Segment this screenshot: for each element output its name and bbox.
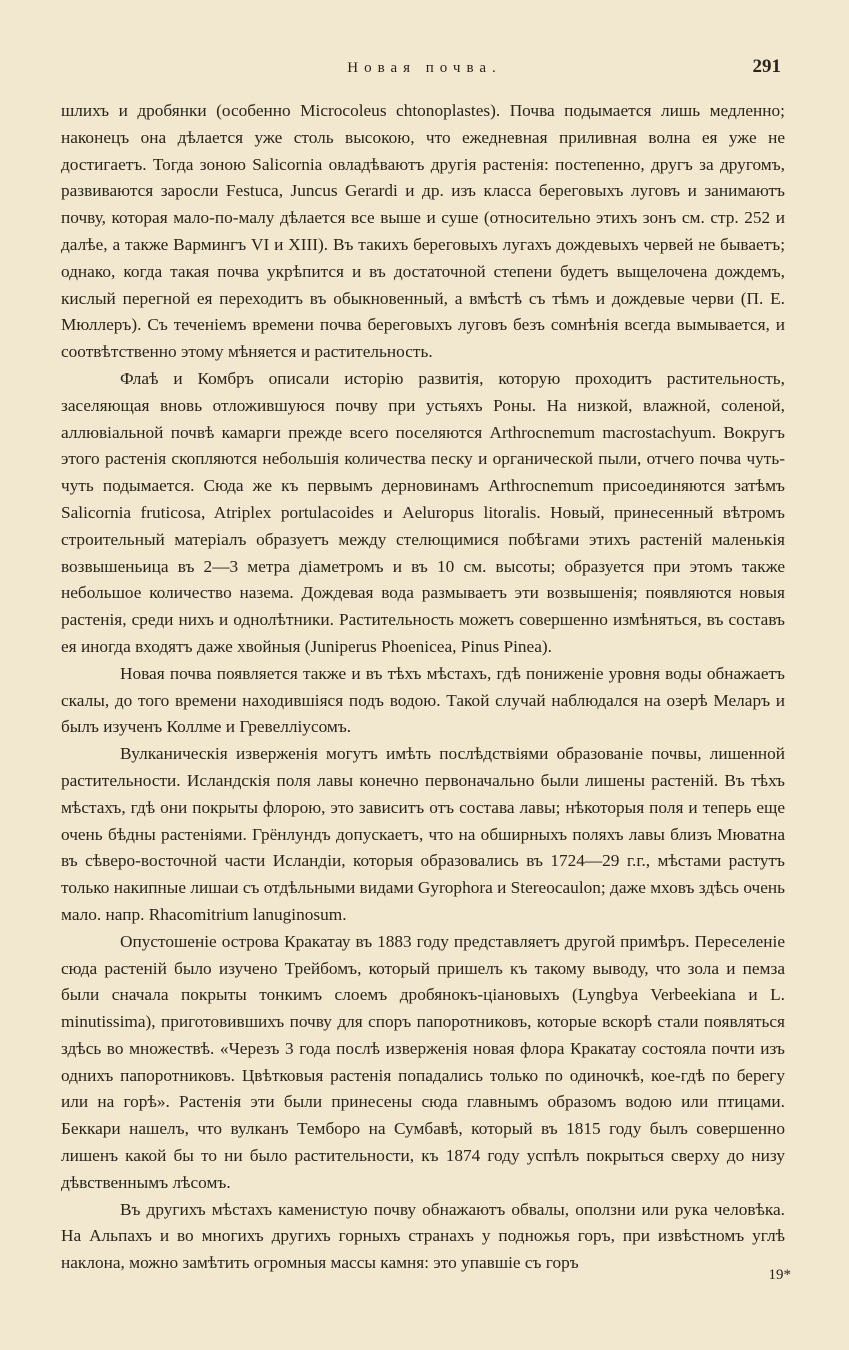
body-text <box>61 98 785 1277</box>
paragraph: Опустошеніе острова Кракатау въ 1883 году представляетъ другой примѣръ. Переселеніе сюда растеній было изучено Трейбомъ, который пришелъ къ такому выводу, что зола и пемза были сначала покрыты тонкимъ слоемъ дробянокъ-ціановыхъ (Lyngbya Verbeekiana и L. minutissima), приготовившихъ почву для споръ папоротниковъ, которые вскорѣ стали появляться здѣсь во множествѣ. «Черезъ 3 года послѣ изверженія новая флора Кракатау состояла почти изъ однихъ папоротниковъ. Цвѣтковыя растенія попадались только по одиночкѣ, кое-гдѣ по берегу или на горѣ». Растенія эти были принесены сюда главнымъ образомъ водою или птицами. Беккари нашелъ, что вулканъ Темборо на Сумбавѣ, который въ 1815 году былъ совершенно лишенъ какой бы то ни было растительности, къ 1874 году успѣлъ покрыться сверху до низу дѣвственнымъ лѣсомъ. <box>61 931 785 1192</box>
paragraph: Вулканическія изверженія могутъ имѣть послѣдствіями образованіе почвы, лишенной растительности. Исландскія поля лавы конечно первоначально были лишены растеній. Въ тѣхъ мѣстахъ, гдѣ они покрыты флорою, это зависитъ отъ состава лавы; нѣкоторыя поля и теперь еще очень бѣдны растеніями. Грёнлундъ допускаетъ, что на обширныхъ поляхъ лавы близъ Мюватна въ сѣверо-восточной части Исландіи, которыя образовались въ 1724—29 г.г., мѣстами растутъ только накипные лишаи съ отдѣльными видами Gyrophora и Stereocaulon; даже мховъ здѣсь очень мало. напр. Rhacomitrium lanuginosum. <box>61 744 785 924</box>
running-header: Новая почва. <box>347 60 502 76</box>
paragraph: Въ другихъ мѣстахъ каменистую почву обнажаютъ обвалы, оползни или рука человѣка. На Альпахъ и во многихъ другихъ горныхъ странахъ у подножья горъ, при извѣстномъ углѣ наклона, можно замѣтить огромныя массы камня: это упавшіе съ горъ <box>61 1199 785 1273</box>
printer-signature: 19* <box>768 1267 791 1283</box>
paragraph: шлихъ и дробянки (особенно Microcoleus chtonoplastes). Почва подымается лишь медленно; наконецъ она дѣлается уже столь высокою, что ежедневная приливная волна ея уже не достигаетъ. Тогда зоною Salicornia овладѣваютъ другія растенія: постепенно, другъ за другомъ, развиваются заросли Festuca, Juncus Gerardi и др. изъ класса береговыхъ луговъ и занимаютъ почву, которая мало-по-малу дѣлается все выше и суше (относительно этихъ зонъ см. стр. 252 и далѣе, а также Вармингъ VI и XIII). Въ такихъ береговыхъ лугахъ дождевыхъ червей не бываетъ; однако, когда такая почва укрѣпится и въ достаточной степени будетъ выщелочена дождемъ, кислый перегной ея переходитъ въ обыкновенный, а вмѣстѣ съ тѣмъ и дождевые черви (П. Е. Мюллеръ). Съ теченіемъ времени почва береговыхъ луговъ безъ сомнѣнія всегда вымывается, и соотвѣтственно этому мѣняется и растительность. <box>61 101 785 362</box>
page-number: 291 <box>752 56 781 77</box>
paragraph: Флаѣ и Комбръ описали исторію развитія, которую проходитъ растительность, заселяющая вновь отложившуюся почву при устьяхъ Роны. На низкой, влажной, соленой, аллювіальной почвѣ камарги прежде всего поселяются Arthrocnemum macrostachyum. Вокругъ этого растенія скопляются небольшія количества песку и органической пыли, отчего почва чуть-чуть подымается. Сюда же къ первымъ дерновинамъ Arthrocnemum присоединяются затѣмъ Salicornia fruticosa, Atriplex portulacoides и Aeluropus litoralis. Новый, принесенный вѣтромъ строительный матеріалъ образуетъ между стелющимися побѣгами этихъ растеній маленькія возвышеньица въ 2—3 метра діаметромъ и въ 10 см. высоты; образуется при этомъ также небольшое количество назема. Дождевая вода размываетъ эти возвышенія; появляются новыя растенія, среди нихъ и однолѣтники. Растительность можетъ совершенно измѣняться, въ составъ ея иногда входятъ даже хвойныя (Juniperus Phoenicea, Pinus Pinea). <box>61 368 785 656</box>
paragraph: Новая почва появляется также и въ тѣхъ мѣстахъ, гдѣ пониженіе уровня воды обнажаетъ скалы, до того времени находившіяся подъ водою. Такой случай наблюдался на озерѣ Меларъ и былъ изученъ Коллме и Гревеллiусомъ. <box>61 663 785 737</box>
